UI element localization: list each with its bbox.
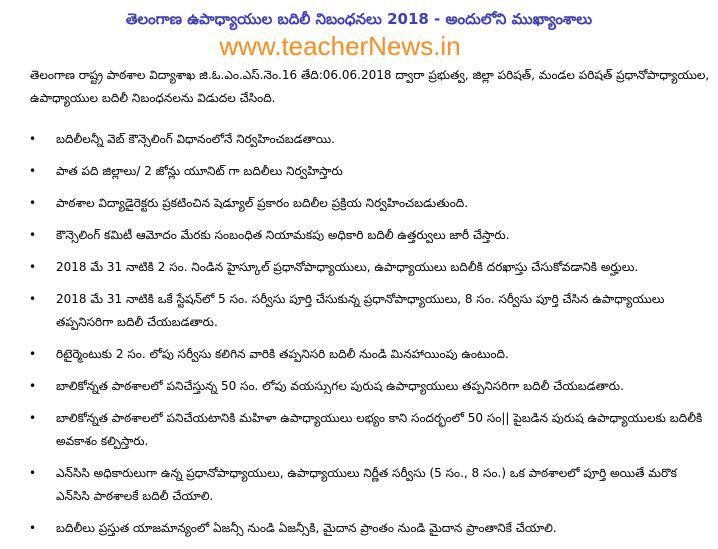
list-item [29,517,706,540]
list-item-text: కౌన్సెలింగ్ కమిటీ ఆమోదం మేరకు సంబంధిత నియామకపు అధికారి బదిలీ ఉత్తర్వులు జారీ చేస్తారు. [56,228,510,242]
list-item [29,192,706,215]
list-item-text: బాలికోన్నత పాఠశాలలో పనిచేయటానికి మహిళా ఉపాధ్యాయులు లభ్యం కాని సందర్భంలో 50 సం|| పైబడిన పురుష ఉపాధ్యాయులకు బదిలీకి అవకాశం కల్పిస్తారు. [56,411,703,448]
list-item-text: ఎన్‌సిసి అధికారులుగా ఉన్న ప్రధానోపాధ్యాయులు, ఉపాధ్యాయులు నిర్ణీత సర్వీసు (5 సం., 8 సం.) ఒక పాఠశాలలో పూర్తి అయితే మరొక ఎన్‌సిసి పాఠశాలకే బదిలీ చేయాలి. [56,466,677,503]
list-item-text: రిటైర్మెంటుకు 2 సం. లోపు సర్వీసు కలిగిన వారికి తప్పనిసరి బదిలీ నుండి మినహాయింపు ఉంటుంది. [56,347,509,361]
list-item-text: బదిలీలు ప్రస్తుత యాజమాన్యంలో ఏజన్సీ నుండి ఏజన్సీకి, మైదాన ప్రాంతం నుండి మైదాన ప్రాంతానికే చేయాలి. [56,521,557,535]
page-title: తెలంగాణ ఉపాధ్యాయుల బదిలీ నిబంధనలు 2018 - అందులోని ముఖ్యాంశాలు [125,10,593,28]
bullet-icon: • [29,292,37,306]
list-item-text: పాఠశాల విద్యాడైరెక్టరు ప్రకటించిన షెడ్యూల్ ప్రకారం బదిలీల ప్రక్రియ నిర్వహించబడుతుంది. [56,196,469,210]
list-item [29,462,706,508]
list-item-text: 2018 మే 31 నాటికి 2 సం. నిండిన హైస్కూల్ ప్రధానోపాధ్యాయులు, ఉపాధ్యాయులు బదిలీకి దరఖాస్తు చేసుకోవడానికి అర్హులు. [56,260,639,274]
bullet-icon: • [29,132,37,146]
bullet-icon: • [29,260,37,274]
bullet-icon: • [29,196,37,210]
list-item [29,375,706,398]
intro-paragraph: తెలంగాణ రాష్ట్ర పాఠశాల విద్యాశాఖ జి.ఓ.ఎం.ఎస్.నెం.16 తేది:06.06.2018 ద్వారా ప్రభుత్వ, జిల్లా పరిషత్, మండల పరిషత్ ప్రధానోపాధ్యాయుల, ఉపాధ్యాయుల బదిలీ నిబంధనలను విడుదల చేసింది. [30,68,710,105]
bullet-icon: • [29,228,37,242]
list-item [29,343,706,366]
bullet-icon: • [29,379,37,393]
list-item [29,160,706,183]
list-item [29,407,706,453]
list-item-text: బాలికోన్నత పాఠశాలలో పనిచేస్తున్న 50 సం. లోపు వయస్సుగల పురుష ఉపాధ్యాయులు తప్పనిసరిగా బదిలీ చేయబడతారు. [56,379,624,393]
bullet-icon: • [29,347,37,361]
highlights-list [0,128,706,549]
bullet-icon: • [29,466,37,480]
bullet-icon: • [29,521,37,535]
list-item [29,288,706,334]
list-item-text: 2018 మే 31 నాటికి ఒకే స్టేషన్‌లో 5 సం. సర్వీసు పూర్తి చేసుకున్న ప్రధానోపాధ్యాయులు, 8 సం. సర్వీసు పూర్తి చేసిన ఉపాధ్యాయులు తప్పనిసరిగా బదిలీ చేయబడతారు. [56,292,665,329]
bullet-icon: • [29,164,37,178]
list-item [29,256,706,279]
bullet-icon: • [29,411,37,425]
list-item [29,224,706,247]
list-item-text: బదిలీలన్నీ వెబ్ కౌన్సెలింగ్ విధానంలోనే నిర్వహించబడతాయి. [56,132,335,146]
list-item-text: పాత పది జిల్లాలు/ 2 జోన్లు యూనిట్ గా బదిలీలు నిర్వహిస్తారు [56,164,343,178]
list-item [29,128,706,151]
site-watermark: www.teacherNews.in [219,31,461,61]
